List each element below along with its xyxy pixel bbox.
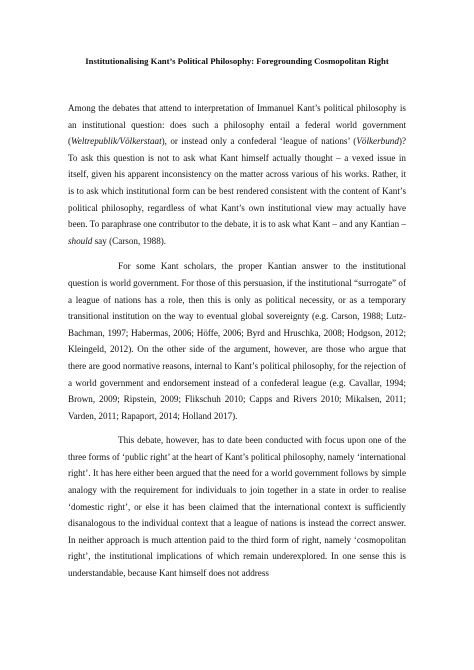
paragraph-text: say (Carson, 1988). bbox=[92, 235, 167, 246]
italic-word-should: should bbox=[68, 235, 93, 246]
paragraph-text: For some Kant scholars, the proper Kantian answer to the institutional question is world government. For those of this persuasion, if the institutional “surrogate” of a league of nations has a role, then this is only as political necessity, or as a temporary transitional institution on the way to eventual global sovereignty (e.g. Carson, 1988; Lutz-Bachman, 1997; Habermas, 2006; Höffe, 2006; Byrd and Hruschka, 2008; Hodgson, 2012; Kleingeld, 2012). On the other side of the argument, however, are those who argue that there are good normative reasons, internal to Kant’s political philosophy, for the rejection of a world government and endorsement instead of a confederal league (e.g. Cavallar, 1994; Brown, 2009; Ripstein, 2009; Flikschuh 2010; Capps and Rivers 2010; Mikalsen, 2011; Varden, 2011; Rapaport, 2014; Holland 2017). bbox=[68, 261, 406, 421]
body-paragraph-1 bbox=[68, 100, 406, 249]
document-title: Institutionalising Kant’s Political Philosophy: Foregrounding Cosmopolitan Right bbox=[85, 56, 389, 66]
paragraph-text: )? To ask this question is not to ask what Kant himself actually thought – a vexed issue in itself, given his apparent inconsistency on the matter across various of his works. Rather, it is to ask which institutional form can be best rendered consistent with the content of Kant’s political philosophy, regardless of what Kant’s own institutional view may actually have been. To paraphrase one contributor to the debate, it is to ask what Kant – and any Kantian – bbox=[68, 136, 406, 230]
paragraph-text: Among the debates that attend to interpretation of Immanuel Kant’s political philosophy is an institutional question: does such a philosophy entail a federal world government ( bbox=[68, 103, 406, 147]
paragraph-text: ), or instead only a confederal ‘league of nations’ ( bbox=[161, 136, 357, 147]
paragraph-text: This debate, however, has to date been conducted with focus upon one of the three forms of ‘public right’ at the heart of Kant’s political philosophy, namely ‘international right’. It has here either been argued that the need for a world government follows by simple analogy with the requirement for individuals to join together in a state in order to realise ‘domestic right’, or else it has been claimed that the international context is sufficiently disanalogous to the individual context that a league of nations is instead the correct answer. In neither approach is much attention paid to the third form of right, namely ‘cosmopolitan right’, the institutional implications of which remain underexplored. In one sense this is understandable, because Kant himself does not address bbox=[68, 435, 406, 579]
body-paragraph-2 bbox=[68, 258, 406, 424]
italic-term-weltrepublik: Weltrepublik/Völkerstaat bbox=[71, 136, 162, 147]
italic-term-volkerbund: Völkerbund bbox=[356, 136, 399, 147]
body-paragraph-3 bbox=[68, 432, 406, 581]
